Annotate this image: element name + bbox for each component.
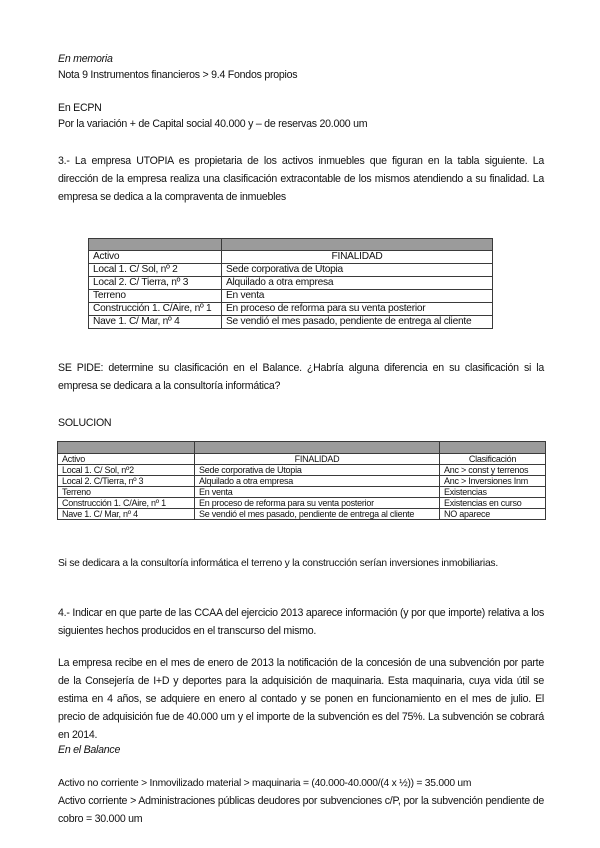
cell-clasificacion: Existencias [440,487,546,498]
cell-activo: Construcción 1. C/Aire, nº 1 [58,498,195,509]
table-row [89,316,493,329]
table-row [89,303,493,316]
column-header-clasificacion: Clasificación [440,454,546,465]
table-row [89,264,493,277]
table-row [58,476,546,487]
cell-activo: Terreno [89,290,222,303]
table-row [58,498,546,509]
conclusion-text: Si se dedicara a la consultoría informática el terreno y la construcción serían inversiones inmobiliarias. [58,558,498,569]
cell-activo: Terreno [58,487,195,498]
table-header-bar [58,442,546,454]
cell-finalidad: Se vendió el mes pasado, pendiente de entrega al cliente [195,509,440,520]
table-row [58,509,546,520]
cell-finalidad: En venta [222,290,493,303]
exercise-4-paragraph: La empresa recibe en el mes de enero de 2013 la notificación de la concesión de una subvención por parte de la Consejería de I+D y deportes para la adquisición de maquinaria. Esta maquinaria, cuya vida útil se estima en 4 años, se adquiere en enero al contado y se ponen en funcionamiento en el mes de julio. El precio de adquisición fue de 40.000 um y el importe de la subvención es del 75%. La subvención se cobrará en 2014. [58,657,544,741]
cell-activo: Local 1. C/ Sol, nº2 [58,465,195,476]
ac-line: Activo corriente > Administraciones públicas deudores por subvenciones c/P, por la subvención pendiente de cobro = 30.000 um [58,795,544,825]
cell-finalidad: En proceso de reforma para su venta posterior [222,303,493,316]
cell-activo: Local 2. C/Tierra, nº 3 [58,476,195,487]
table-row [58,487,546,498]
ecpn-title: En ECPN [58,102,102,114]
cell-activo: Local 1. C/ Sol, nº 2 [89,264,222,277]
assets-table [88,238,493,329]
cell-clasificacion: Existencias en curso [440,498,546,509]
cell-finalidad: Sede corporativa de Utopia [222,264,493,277]
cell-clasificacion: NO aparece [440,509,546,520]
anc-line: Activo no corriente > Inmovilizado material > maquinaria = (40.000-40.000/(4 x ½)) = 35.000 um [58,778,472,789]
cell-clasificacion: Anc > Inversiones Inm [440,476,546,487]
column-header-finalidad: FINALIDAD [222,251,493,264]
cell-activo: Nave 1. C/ Mar, nº 4 [89,316,222,329]
table-row [58,465,546,476]
table-header-row [58,454,546,465]
memoria-title: En memoria [58,53,113,65]
table-header-row [89,251,493,264]
cell-activo: Construcción 1. C/Aire, nº 1 [89,303,222,316]
exercise-3-intro: 3.- La empresa UTOPIA es propietaria de los activos inmuebles que figuran en la tabla siguiente. La dirección de la empresa realiza una clasificación extracontable de los mismos atendiendo a su finalidad. La empresa se dedica a la compraventa de inmuebles [58,155,544,203]
solution-table [57,441,546,520]
ecpn-text: Por la variación + de Capital social 40.000 y – de reservas 20.000 um [58,118,368,130]
cell-finalidad: En proceso de reforma para su venta posterior [195,498,440,509]
solucion-title: SOLUCION [58,417,112,429]
cell-activo: Nave 1. C/ Mar, nº 4 [58,509,195,520]
cell-finalidad: Sede corporativa de Utopia [195,465,440,476]
cell-activo: Local 2. C/ Tierra, nº 3 [89,277,222,290]
column-header-activo: Activo [89,251,222,264]
column-header-finalidad: FINALIDAD [195,454,440,465]
table-row [89,277,493,290]
table-header-bar [89,239,493,251]
cell-finalidad: Alquilado a otra empresa [222,277,493,290]
memoria-note: Nota 9 Instrumentos financieros > 9.4 Fondos propios [58,69,298,81]
column-header-activo: Activo [58,454,195,465]
balance-title: En el Balance [58,744,121,756]
cell-finalidad: Alquilado a otra empresa [195,476,440,487]
question-text: SE PIDE: determine su clasificación en el Balance. ¿Habría alguna diferencia en su clasificación si la empresa se dedicara a la consultoría informática? [58,362,544,392]
table-row [89,290,493,303]
cell-finalidad: En venta [195,487,440,498]
cell-clasificacion: Anc > const y terrenos [440,465,546,476]
exercise-4-intro: 4.- Indicar en que parte de las CCAA del ejercicio 2013 aparece información (y por que importe) relativa a los siguientes hechos producidos en el transcurso del mismo. [58,607,544,637]
cell-finalidad: Se vendió el mes pasado, pendiente de entrega al cliente [222,316,493,329]
